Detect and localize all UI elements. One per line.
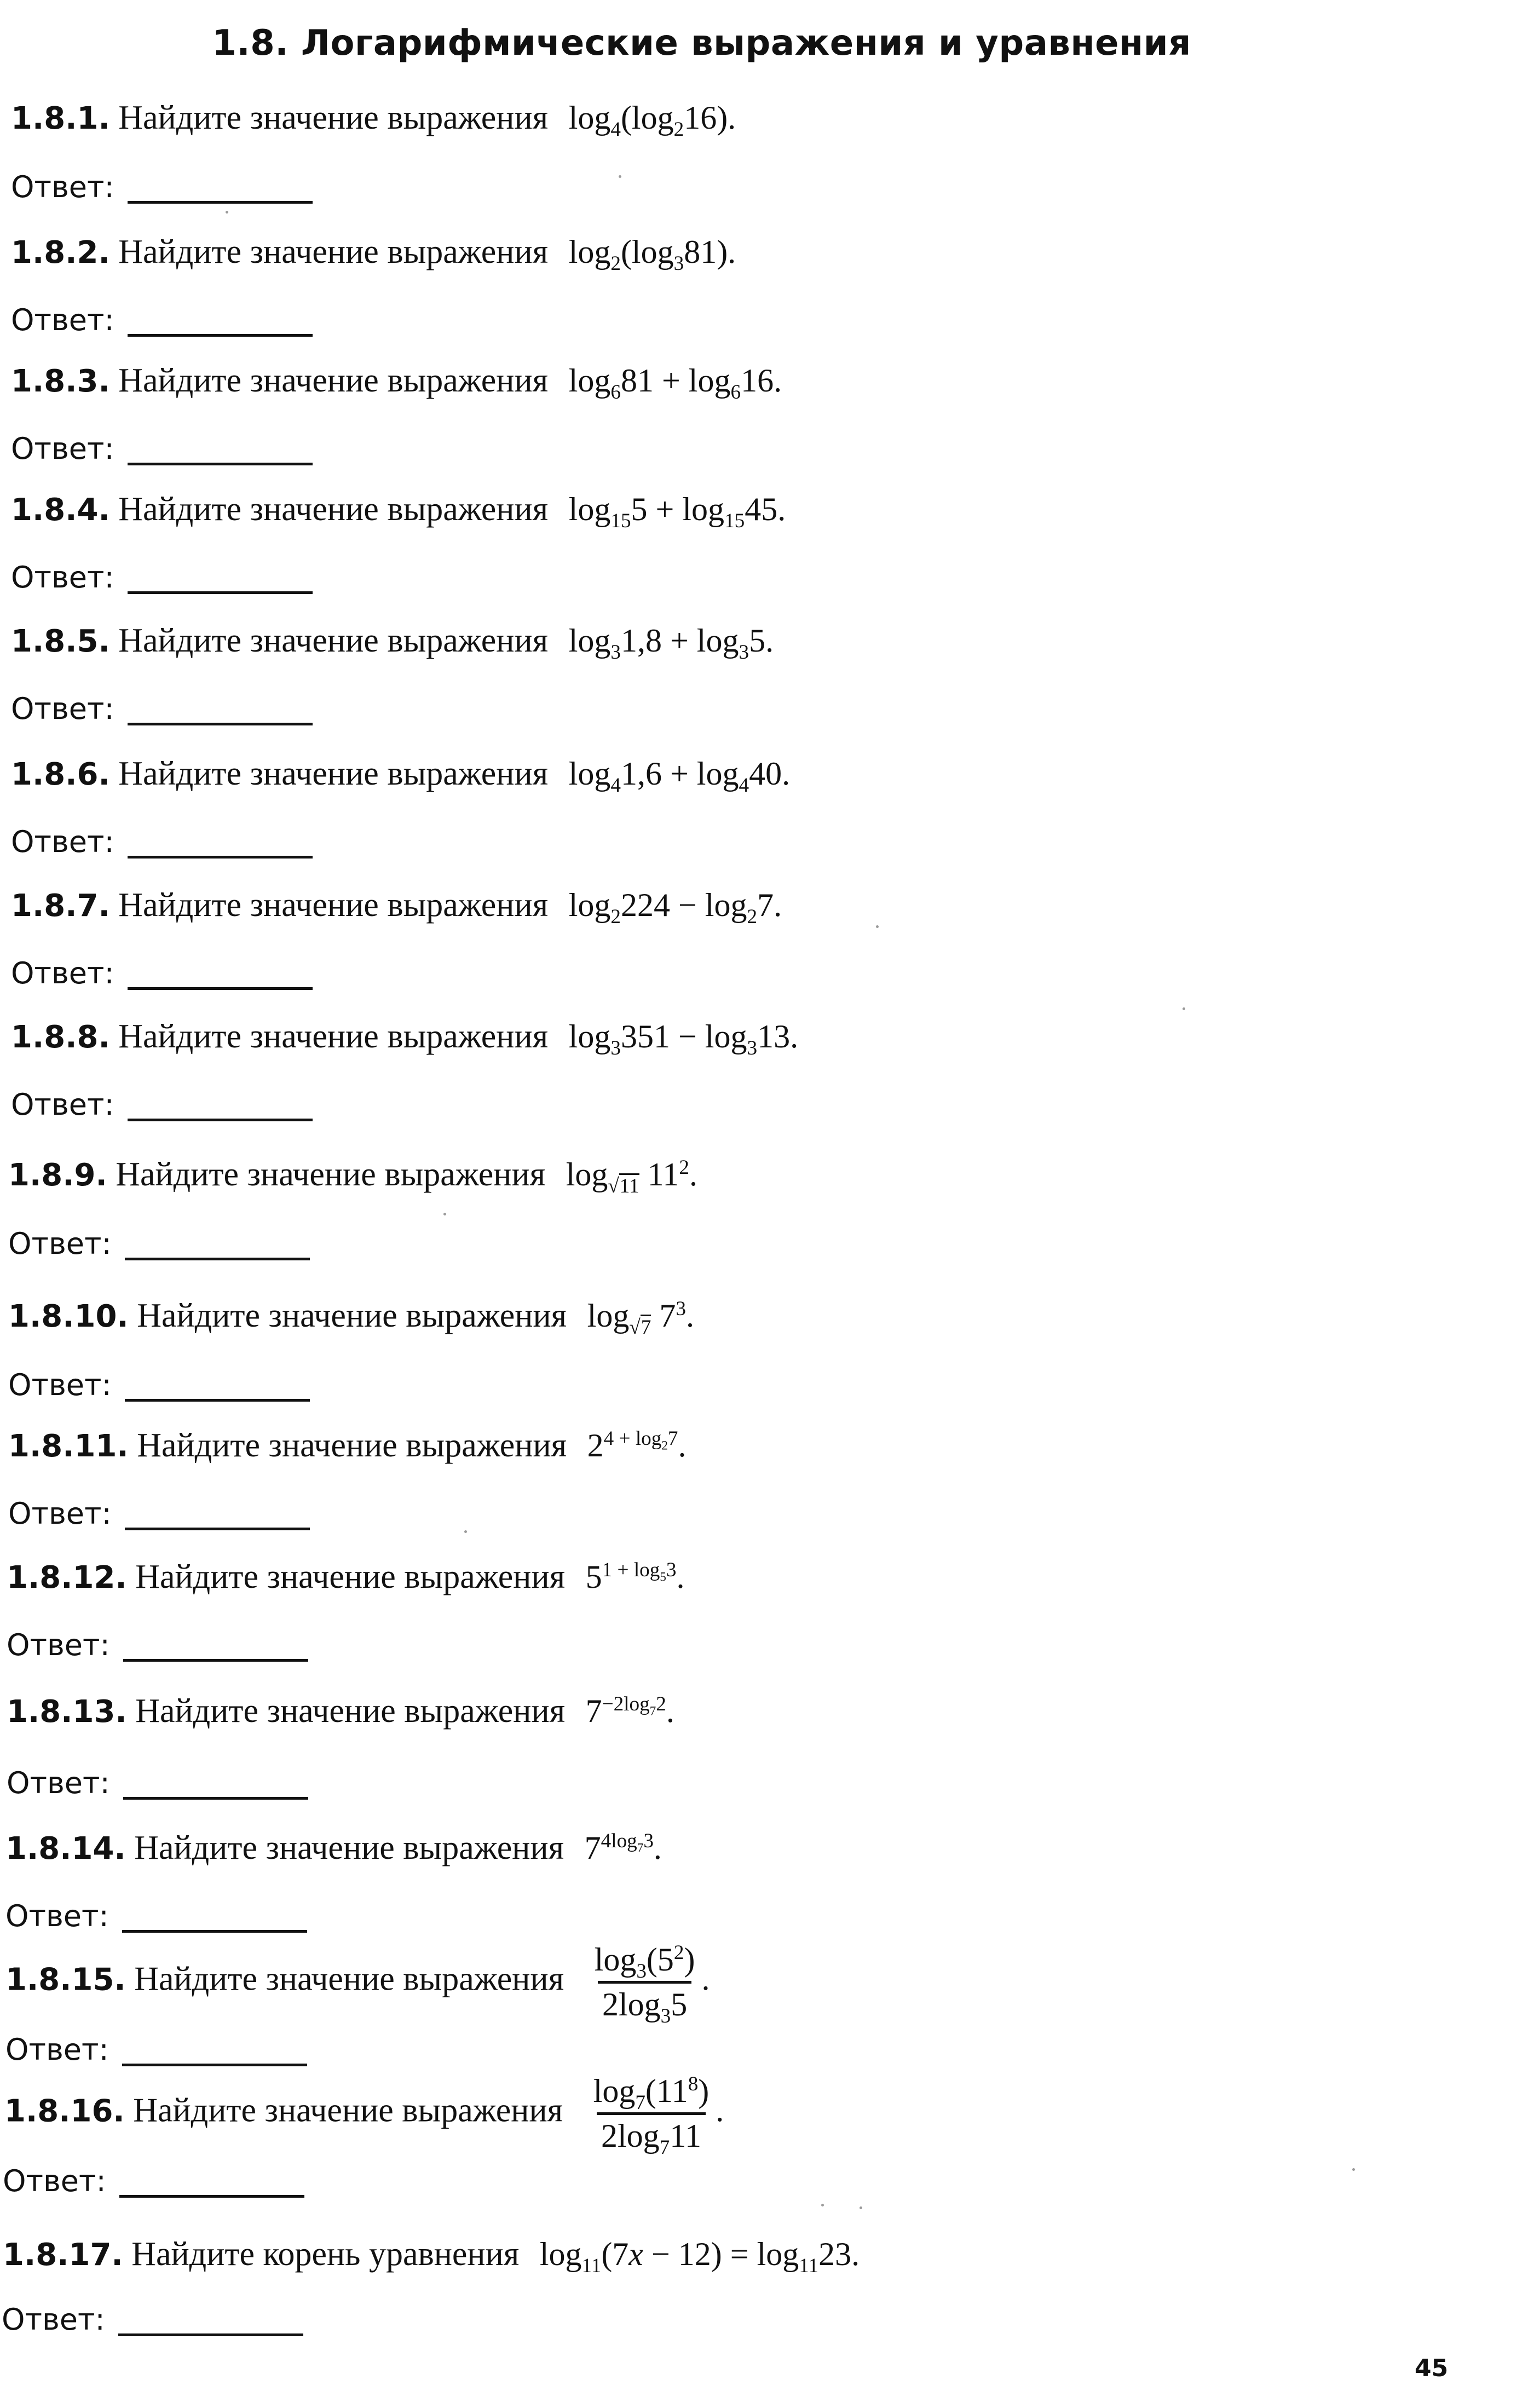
answer-blank[interactable] [128,723,313,725]
answer-row-1-8-14[interactable] [5,1899,307,1933]
answer-blank[interactable] [122,2064,307,2066]
answer-label: Ответ: [8,1226,112,1261]
answer-row-1-8-5[interactable] [11,692,313,726]
answer-label: Ответ: [7,1766,110,1800]
answer-blank[interactable] [122,1930,307,1933]
answer-label: Ответ: [11,692,114,726]
answer-label: Ответ: [2,2302,105,2337]
answer-label: Ответ: [3,2164,106,2198]
answer-label: Ответ: [7,1628,110,1662]
problem-text: Найдите значение выражения [137,1297,567,1334]
answer-label: Ответ: [5,1899,109,1933]
problem-1-8-17 [3,2235,860,2277]
problem-number: 1.8.12. [7,1560,127,1595]
problem-expression: $\log_2224 - \log_27$. [568,887,782,928]
problem-1-8-14 [5,1829,662,1868]
answer-label: Ответ: [11,956,114,990]
problem-text: Найдите значение выражения [135,1558,566,1595]
problem-expression: $\log_4(\log_216)$. [568,100,736,141]
problem-expression: $\log_2(\log_381)$. [568,234,736,275]
answer-blank[interactable] [123,1797,308,1800]
answer-blank[interactable] [128,1119,313,1121]
problem-1-8-13 [7,1692,674,1731]
answer-blank[interactable] [128,987,313,990]
problem-number: 1.8.14. [5,1831,126,1866]
answer-row-1-8-17[interactable] [2,2302,303,2337]
scan-speck [464,1530,467,1533]
problem-number: 1.8.2. [11,235,110,270]
answer-blank[interactable] [119,2195,304,2198]
scan-speck [876,925,879,928]
answer-label: Ответ: [5,2032,109,2067]
problem-number: 1.8.16. [4,2093,125,2129]
problem-number: 1.8.11. [8,1428,129,1464]
problem-1-8-9 [8,1155,697,1197]
answer-blank[interactable] [128,334,313,337]
problem-text: Найдите значение выражения [118,886,549,924]
answer-row-1-8-11[interactable] [8,1496,310,1531]
problem-1-8-1 [11,99,736,141]
problem-expression: $5^{1 + log_53}$. [585,1559,685,1595]
problem-text: Найдите значение выражения [118,1018,549,1055]
answer-row-1-8-1[interactable] [11,170,313,204]
problem-number: 1.8.10. [8,1299,129,1334]
answer-row-1-8-16[interactable] [3,2164,304,2198]
scan-speck [226,211,228,214]
problem-text: Найдите значение выражения [118,622,549,659]
scan-speck [443,1213,446,1215]
problem-text: Найдите значение выражения [118,362,549,399]
problem-expression: $\log_681 + \log_616$. [568,362,782,404]
answer-blank[interactable] [125,1528,310,1530]
problem-expression: $\log_{11}(7x - 12) = \log_{11}23$. [539,2236,860,2277]
scan-speck [1183,1007,1185,1010]
problem-number: 1.8.5. [11,624,110,659]
problem-text: Найдите корень уравнения [131,2235,520,2273]
answer-blank[interactable] [118,2333,303,2336]
problem-1-8-4 [11,490,786,532]
answer-label: Ответ: [11,303,114,337]
problem-text: Найдите значение выражения [137,1427,567,1464]
problem-1-8-10 [8,1297,694,1339]
problem-1-8-8 [11,1017,799,1059]
problem-expression: $\log_41,6 + \log_440$. [568,756,791,797]
answer-row-1-8-13[interactable] [7,1766,308,1800]
problem-expression: $2^{4 + log_27}$. [587,1427,687,1463]
answer-row-1-8-4[interactable] [11,560,313,595]
problem-expression: $\log_{15}5 + \log_{15}45$. [568,491,786,532]
problem-1-8-2 [11,233,736,275]
problem-expression: $\log_{√7} 7^3$. [587,1298,694,1339]
problem-1-8-7 [11,886,782,928]
page-number: 45 [1415,2354,1449,2382]
problem-1-8-6 [11,754,791,797]
problem-text: Найдите значение выражения [134,1829,564,1866]
answer-row-1-8-6[interactable] [11,825,313,859]
problem-number: 1.8.4. [11,492,110,528]
problem-1-8-16 [4,2072,724,2159]
problem-number: 1.8.1. [11,101,110,136]
scan-speck [821,2204,824,2206]
scan-speck [619,175,621,178]
problem-expression: $\frac{\log_3(5^2)}{2\log_35}$ . [594,1941,710,2027]
problem-text: Найдите значение выражения [116,1156,546,1193]
problem-text: Найдите значение выражения [134,1960,564,1998]
problem-text: Найдите значение выражения [118,755,549,792]
problem-number: 1.8.9. [8,1157,107,1193]
problem-number: 1.8.13. [7,1694,127,1730]
answer-row-1-8-3[interactable] [11,431,313,466]
problem-expression: $7^{4log_73}$. [584,1830,662,1866]
problem-number: 1.8.15. [5,1962,126,1998]
problem-number: 1.8.3. [11,364,110,399]
answer-row-1-8-15[interactable] [5,2032,307,2067]
answer-blank[interactable] [128,856,313,858]
answer-blank[interactable] [128,201,313,204]
answer-blank[interactable] [123,1659,308,1662]
problem-expression: $\log_31,8 + \log_35$. [568,623,774,664]
answer-label: Ответ: [11,1087,114,1122]
answer-label: Ответ: [8,1496,112,1531]
answer-blank[interactable] [128,591,313,594]
answer-label: Ответ: [11,825,114,859]
answer-label: Ответ: [11,170,114,204]
problem-text: Найдите значение выражения [133,2091,563,2129]
answer-row-1-8-8[interactable] [11,1087,313,1122]
answer-row-1-8-9[interactable] [8,1226,310,1261]
problem-expression: $7^{-2log_72}$. [585,1693,674,1729]
problem-text: Найдите значение выражения [135,1692,566,1730]
problem-text: Найдите значение выражения [118,99,549,136]
problem-1-8-11 [8,1426,686,1465]
answer-row-1-8-10[interactable] [8,1368,310,1402]
problem-text: Найдите значение выражения [118,491,549,528]
answer-row-1-8-12[interactable] [7,1628,308,1662]
answer-blank[interactable] [125,1258,310,1260]
answer-row-1-8-2[interactable] [11,303,313,337]
page-title: 1.8. Логарифмические выражения и уравнения [212,23,1191,64]
answer-label: Ответ: [8,1368,112,1402]
answer-label: Ответ: [11,560,114,595]
problem-number: 1.8.8. [11,1019,110,1055]
problem-1-8-15 [5,1941,710,2027]
problem-number: 1.8.6. [11,757,110,792]
problem-expression: $\log_{√11} 11^2$. [566,1156,697,1197]
problem-text: Найдите значение выражения [118,233,549,270]
answer-blank[interactable] [128,463,313,465]
problem-number: 1.8.17. [3,2237,123,2273]
scan-speck [860,2206,862,2209]
problem-number: 1.8.7. [11,888,110,924]
answer-blank[interactable] [125,1399,310,1402]
problem-1-8-12 [7,1558,684,1597]
problem-expression: $\frac{\log_7(11^8)}{2\log_711}$ . [593,2073,724,2159]
problem-1-8-3 [11,361,782,404]
problem-expression: $\log_3351 - \log_313$. [568,1018,799,1059]
scan-speck [1352,2168,1355,2171]
answer-label: Ответ: [11,431,114,466]
problem-1-8-5 [11,621,774,664]
answer-row-1-8-7[interactable] [11,956,313,990]
